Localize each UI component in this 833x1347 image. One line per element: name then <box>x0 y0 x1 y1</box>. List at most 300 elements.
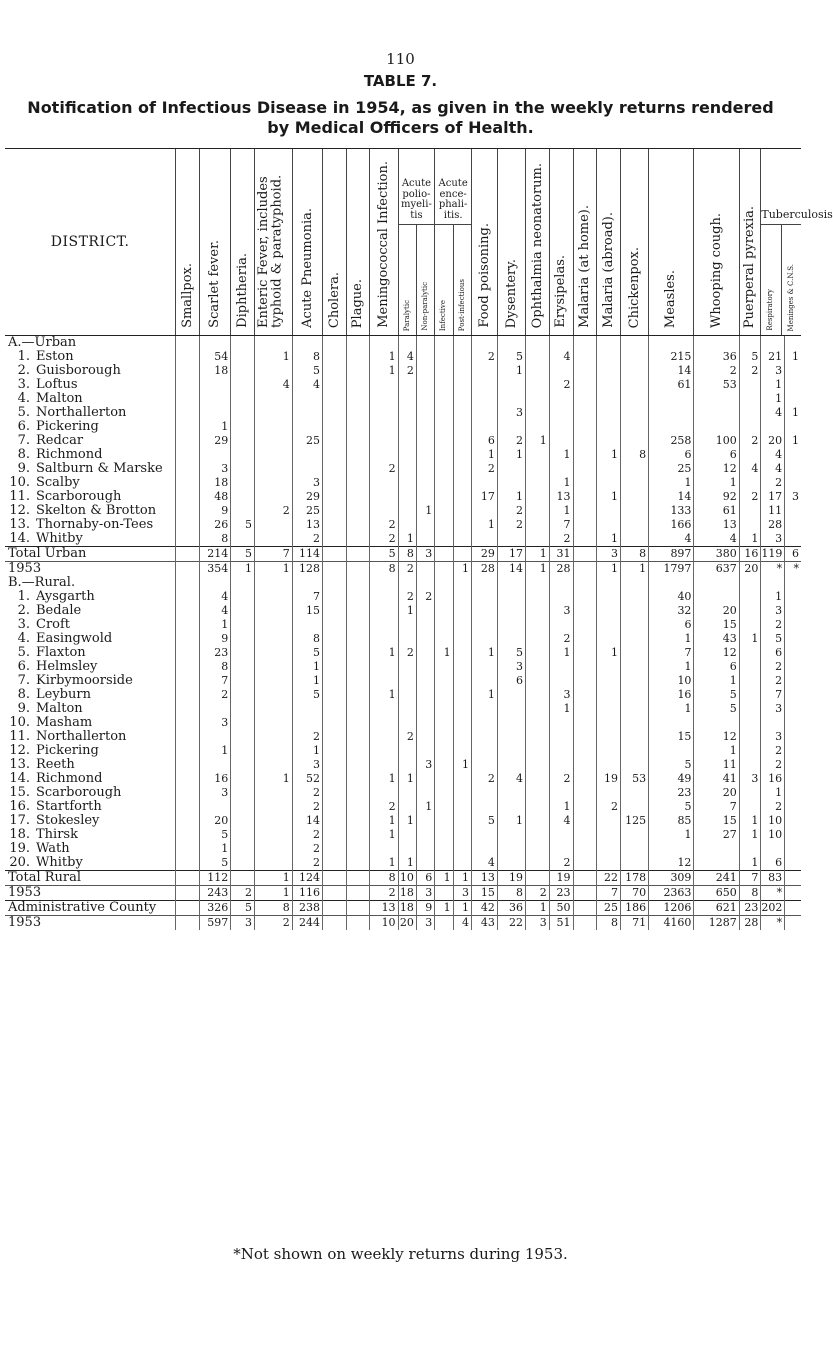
table-cell <box>739 448 761 462</box>
table-cell: 16 <box>649 688 694 702</box>
table-cell <box>398 392 416 406</box>
table-cell <box>597 476 621 490</box>
table-cell <box>526 632 550 646</box>
table-cell <box>785 420 801 434</box>
table-cell <box>231 632 255 646</box>
table-cell <box>322 562 346 577</box>
table-cell: * <box>761 886 785 901</box>
table-cell: 1 <box>398 814 416 828</box>
row-number: 5. <box>17 405 30 420</box>
table-cell <box>785 476 801 490</box>
table-cell <box>346 730 370 744</box>
table-cell <box>597 688 621 702</box>
table-cell <box>346 350 370 364</box>
table-cell <box>785 518 801 532</box>
table-cell <box>346 504 370 518</box>
table-cell: 3 <box>761 532 785 547</box>
table-cell: 61 <box>694 504 739 518</box>
table-cell: 10 <box>649 674 694 688</box>
table-cell <box>621 604 649 618</box>
table-cell: 1 <box>435 646 453 660</box>
table-cell: 3 <box>453 886 471 901</box>
table-cell <box>739 730 761 744</box>
table-cell: 2 <box>398 562 416 577</box>
table-cell <box>322 744 346 758</box>
table-cell <box>435 814 453 828</box>
table-cell <box>346 532 370 547</box>
table-cell: 2 <box>761 758 785 772</box>
row-label <box>5 744 176 758</box>
admin-county-total-row <box>5 901 801 916</box>
table-cell: 241 <box>694 871 739 886</box>
table-cell: 23 <box>199 646 230 660</box>
table-cell: 1 <box>453 871 471 886</box>
table-cell: 5 <box>231 518 255 532</box>
table-cell: 17 <box>497 547 525 562</box>
table-cell <box>199 730 230 744</box>
table-cell <box>254 448 292 462</box>
table-cell: 1 <box>649 828 694 842</box>
table-cell <box>254 590 292 604</box>
table-cell <box>176 716 200 730</box>
row-label: Total Urban <box>5 547 176 562</box>
district-row <box>5 660 801 674</box>
table-cell: 29 <box>292 490 322 504</box>
table-cell: 202 <box>761 901 785 916</box>
table-cell <box>416 604 434 618</box>
table-cell: 1 <box>231 562 255 577</box>
row-number: 3. <box>17 617 30 632</box>
table-cell <box>453 828 471 842</box>
table-cell <box>621 406 649 420</box>
table-cell <box>549 392 573 406</box>
table-cell: 2 <box>761 476 785 490</box>
table-cell <box>497 828 525 842</box>
table-cell: 2 <box>549 532 573 547</box>
district-name: Bedale <box>36 603 82 618</box>
table-cell <box>370 674 398 688</box>
table-cell <box>416 378 434 392</box>
row-label <box>5 618 176 632</box>
table-cell <box>322 392 346 406</box>
table-cell: 2 <box>761 744 785 758</box>
table-cell: 71 <box>621 916 649 931</box>
col-malaria-home: Malaria (at home). <box>573 149 597 336</box>
table-cell <box>573 730 597 744</box>
table-cell <box>597 716 621 730</box>
table-cell <box>231 871 255 886</box>
table-cell: 4 <box>292 378 322 392</box>
table-cell: 1 <box>597 562 621 577</box>
row-number: 12. <box>9 503 30 518</box>
col-smallpox: Smallpox. <box>176 149 200 336</box>
table-cell <box>176 871 200 886</box>
table-cell <box>526 504 550 518</box>
table-cell: 3 <box>416 916 434 931</box>
table-cell <box>346 476 370 490</box>
table-cell <box>785 814 801 828</box>
table-cell <box>472 420 498 434</box>
table-cell: 1 <box>416 504 434 518</box>
table-cell <box>497 476 525 490</box>
table-cell <box>573 490 597 504</box>
table-cell <box>322 518 346 532</box>
table-cell: 4 <box>549 814 573 828</box>
table-cell: 1 <box>254 871 292 886</box>
table-cell <box>346 420 370 434</box>
col-malaria-abroad: Malaria (abroad). <box>597 149 621 336</box>
table-cell <box>199 448 230 462</box>
table-cell: 1 <box>398 856 416 871</box>
table-cell <box>398 674 416 688</box>
table-cell <box>497 702 525 716</box>
table-cell <box>785 772 801 786</box>
row-number: 13. <box>9 517 30 532</box>
row-number: 9. <box>17 701 30 716</box>
table-cell <box>322 406 346 420</box>
table-cell: 1 <box>549 800 573 814</box>
table-cell <box>254 800 292 814</box>
district-row <box>5 730 801 744</box>
table-cell <box>292 618 322 632</box>
table-cell <box>573 916 597 931</box>
col-food-poisoning: Food poisoning. <box>472 149 498 336</box>
table-cell <box>322 716 346 730</box>
table-cell <box>472 632 498 646</box>
table-cell <box>435 518 453 532</box>
table-cell <box>472 604 498 618</box>
table-cell <box>573 378 597 392</box>
table-cell <box>621 688 649 702</box>
table-cell <box>573 518 597 532</box>
table-cell <box>254 632 292 646</box>
admin-county-previous-row <box>5 916 801 931</box>
table-cell <box>416 744 434 758</box>
table-cell <box>739 674 761 688</box>
table-cell <box>435 350 453 364</box>
table-cell <box>526 842 550 856</box>
table-cell: 8 <box>739 886 761 901</box>
district-row <box>5 646 801 660</box>
table-cell: 2 <box>416 590 434 604</box>
district-name: Guisborough <box>36 363 121 378</box>
table-cell: 16 <box>199 772 230 786</box>
table-cell <box>739 406 761 420</box>
table-cell <box>435 392 453 406</box>
table-cell: 6 <box>694 448 739 462</box>
district-name: Startforth <box>36 799 102 814</box>
table-cell <box>573 462 597 476</box>
table-cell <box>292 406 322 420</box>
table-cell <box>416 856 434 871</box>
table-cell <box>497 378 525 392</box>
table-cell <box>497 744 525 758</box>
table-cell: 3 <box>597 547 621 562</box>
table-cell <box>649 716 694 730</box>
table-cell <box>549 434 573 448</box>
table-cell <box>597 828 621 842</box>
district-name: Easingwold <box>36 631 113 646</box>
table-cell <box>785 688 801 702</box>
table-cell <box>472 618 498 632</box>
table-cell: 1287 <box>694 916 739 931</box>
table-cell: 2 <box>292 856 322 871</box>
table-cell <box>231 772 255 786</box>
table-cell <box>322 842 346 856</box>
district-row <box>5 406 801 420</box>
table-cell: 1 <box>370 856 398 871</box>
table-cell: 52 <box>292 772 322 786</box>
table-cell <box>785 828 801 842</box>
table-cell <box>398 490 416 504</box>
table-cell <box>597 842 621 856</box>
header-row <box>5 149 801 336</box>
table-cell <box>573 604 597 618</box>
table-cell <box>597 590 621 604</box>
table-cell <box>526 532 550 547</box>
table-cell <box>453 856 471 871</box>
table-cell <box>416 646 434 660</box>
table-cell <box>621 702 649 716</box>
table-cell: 3 <box>549 604 573 618</box>
table-cell: 26 <box>199 518 230 532</box>
table-cell: 1 <box>453 758 471 772</box>
table-cell <box>435 547 453 562</box>
table-cell: 2 <box>370 886 398 901</box>
table-cell: 23 <box>549 886 573 901</box>
table-cell: 14 <box>497 562 525 577</box>
table-cell: 25 <box>649 462 694 476</box>
table-cell <box>398 842 416 856</box>
table-cell <box>549 618 573 632</box>
table-cell <box>322 378 346 392</box>
table-cell <box>739 646 761 660</box>
table-cell <box>176 800 200 814</box>
district-name: Aysgarth <box>36 589 95 604</box>
table-cell <box>176 730 200 744</box>
table-cell <box>497 758 525 772</box>
district-row <box>5 604 801 618</box>
table-cell <box>597 364 621 378</box>
table-cell <box>370 406 398 420</box>
table-cell: 12 <box>694 646 739 660</box>
table-cell <box>453 618 471 632</box>
table-cell: 4 <box>254 378 292 392</box>
table-cell <box>453 518 471 532</box>
table-cell <box>176 618 200 632</box>
table-cell <box>416 462 434 476</box>
district-row <box>5 772 801 786</box>
table-cell: 18 <box>199 476 230 490</box>
table-cell <box>573 660 597 674</box>
table-cell <box>597 618 621 632</box>
row-label <box>5 420 176 434</box>
table-cell <box>573 786 597 800</box>
table-cell: 1 <box>761 378 785 392</box>
table-cell <box>416 434 434 448</box>
table-cell <box>435 842 453 856</box>
table-cell: 2 <box>739 434 761 448</box>
table-cell <box>435 828 453 842</box>
table-cell <box>573 632 597 646</box>
table-cell: 124 <box>292 871 322 886</box>
table-cell <box>526 730 550 744</box>
table-cell <box>453 490 471 504</box>
table-cell <box>292 702 322 716</box>
table-cell: 12 <box>649 856 694 871</box>
table-cell: 12 <box>694 462 739 476</box>
table-cell <box>322 490 346 504</box>
table-cell: 1 <box>497 814 525 828</box>
row-label <box>5 800 176 814</box>
table-cell <box>176 532 200 547</box>
table-cell <box>472 842 498 856</box>
table-cell <box>254 786 292 800</box>
table-cell <box>416 350 434 364</box>
table-cell <box>597 856 621 871</box>
table-cell <box>322 632 346 646</box>
table-cell <box>597 604 621 618</box>
table-cell <box>621 800 649 814</box>
table-cell: 16 <box>739 547 761 562</box>
row-label <box>5 730 176 744</box>
row-number: 11. <box>9 489 30 504</box>
row-number: 4. <box>17 391 30 406</box>
table-cell <box>322 786 346 800</box>
table-cell <box>231 842 255 856</box>
table-cell <box>573 772 597 786</box>
table-cell: 5 <box>231 547 255 562</box>
table-cell <box>322 660 346 674</box>
col-dysentery: Dysentery. <box>497 149 525 336</box>
row-number: 13. <box>9 757 30 772</box>
district-name: Richmond <box>36 447 103 462</box>
table-cell: 1 <box>739 814 761 828</box>
table-cell <box>573 448 597 462</box>
table-cell <box>254 420 292 434</box>
table-cell: 16 <box>761 772 785 786</box>
row-label: 1953 <box>5 562 176 577</box>
table-cell: 128 <box>292 562 322 577</box>
table-cell <box>453 604 471 618</box>
table-cell: 1 <box>549 448 573 462</box>
table-cell <box>346 772 370 786</box>
district-row <box>5 518 801 532</box>
table-cell <box>621 716 649 730</box>
table-cell <box>435 688 453 702</box>
table-cell <box>254 646 292 660</box>
table-cell <box>199 758 230 772</box>
row-number: 10. <box>9 475 30 490</box>
col-diphtheria: Diphtheria. <box>231 149 255 336</box>
table-cell <box>573 814 597 828</box>
table-cell <box>322 350 346 364</box>
table-cell <box>739 800 761 814</box>
table-cell: 14 <box>292 814 322 828</box>
table-cell: 9 <box>199 504 230 518</box>
table-cell: 1 <box>199 618 230 632</box>
table-cell: 2 <box>292 800 322 814</box>
table-cell <box>435 772 453 786</box>
table-cell: 1206 <box>649 901 694 916</box>
table-cell <box>785 674 801 688</box>
district-name: Whitby <box>36 855 83 870</box>
table-cell: 20 <box>398 916 416 931</box>
table-cell <box>254 814 292 828</box>
table-cell <box>398 618 416 632</box>
district-name: Reeth <box>36 757 75 772</box>
table-cell <box>346 828 370 842</box>
table-cell: 2 <box>254 916 292 931</box>
table-cell: 1 <box>453 562 471 577</box>
table-cell <box>739 618 761 632</box>
table-cell: 8 <box>621 448 649 462</box>
table-cell <box>254 490 292 504</box>
table-cell <box>254 674 292 688</box>
table-cell <box>398 632 416 646</box>
table-cell <box>573 618 597 632</box>
table-cell <box>398 378 416 392</box>
table-cell <box>322 604 346 618</box>
table-cell: * <box>785 562 801 577</box>
table-cell <box>435 632 453 646</box>
table-cell: 1 <box>739 532 761 547</box>
table-cell: 31 <box>549 547 573 562</box>
table-cell: 2 <box>694 364 739 378</box>
table-cell: 3 <box>199 716 230 730</box>
table-cell <box>526 856 550 871</box>
table-cell <box>472 392 498 406</box>
table-cell: 29 <box>199 434 230 448</box>
table-cell <box>694 420 739 434</box>
table-cell: 2 <box>292 532 322 547</box>
row-label <box>5 856 176 871</box>
table-cell <box>453 800 471 814</box>
table-cell: 8 <box>292 632 322 646</box>
table-cell: 23 <box>649 786 694 800</box>
table-cell <box>398 406 416 420</box>
col-plague: Plague. <box>346 149 370 336</box>
table-cell <box>231 660 255 674</box>
col-erysipelas: Erysipelas. <box>549 149 573 336</box>
table-cell: 85 <box>649 814 694 828</box>
table-cell <box>526 660 550 674</box>
table-cell: 1 <box>435 871 453 886</box>
table-cell <box>231 716 255 730</box>
table-cell: 19 <box>549 871 573 886</box>
table-cell: 5 <box>199 828 230 842</box>
row-label <box>5 646 176 660</box>
table-cell <box>176 744 200 758</box>
table-cell: 3 <box>416 758 434 772</box>
table-cell <box>472 786 498 800</box>
table-cell <box>199 406 230 420</box>
table-cell <box>370 758 398 772</box>
table-cell: 3 <box>761 730 785 744</box>
table-cell <box>761 716 785 730</box>
table-cell: 5 <box>497 646 525 660</box>
table-cell <box>739 590 761 604</box>
table-cell: 1 <box>254 350 292 364</box>
table-cell <box>322 814 346 828</box>
table-cell <box>346 562 370 577</box>
table-cell: 5 <box>739 350 761 364</box>
section-title: A.—Urban <box>8 335 77 350</box>
table-cell: 5 <box>497 350 525 364</box>
table-cell <box>176 434 200 448</box>
table-cell <box>398 716 416 730</box>
district-name: Flaxton <box>36 645 86 660</box>
